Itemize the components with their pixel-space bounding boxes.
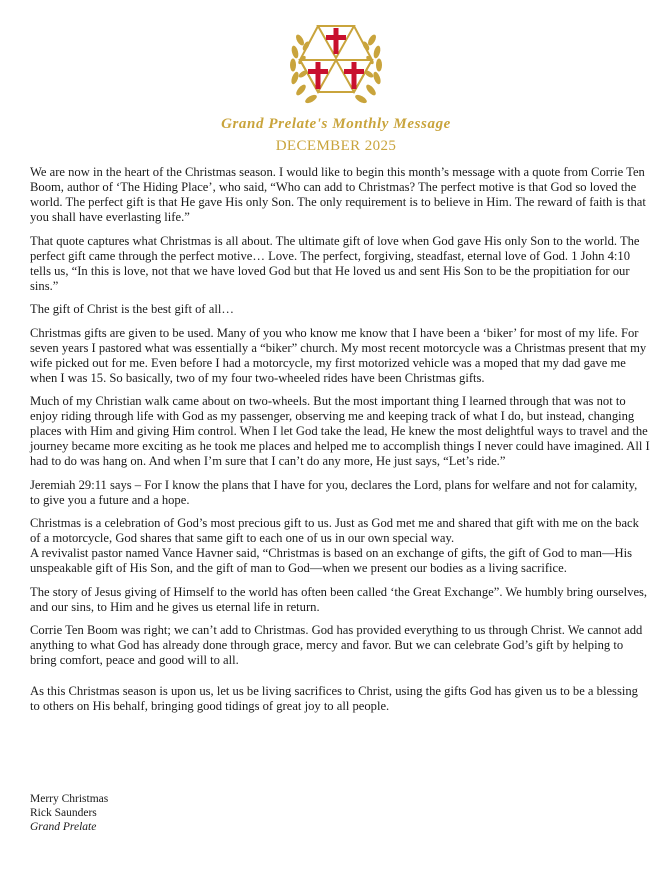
signature-role: Grand Prelate <box>30 821 97 833</box>
message-body <box>30 165 650 723</box>
paragraph: Christmas is a celebration of God’s most precious gift to us. Just as God met me and shared that gift with me on the back of a motorcycle, God shares that same gift to each one of us in our own special way. <box>30 516 639 545</box>
paragraph: Jeremiah 29:11 says – For I know the plans that I have for you, declares the Lord, plans for welfare and not for calamity, to give you a future and a hope. <box>30 477 638 507</box>
paragraph: Corrie Ten Boom was right; we can’t add to Christmas. God has provided everything to us through Christ. We cannot add anything to what God has already done through grace, mercy and favor. But we can celebrate God’s gift by helping to bring comfort, peace and good will to all. <box>30 623 643 667</box>
paragraph: The gift of Christ is the best gift of all… <box>30 302 234 316</box>
paragraph: That quote captures what Christmas is all about. The ultimate gift of love when God gave His only Son to the world. The perfect gift came through the perfect motive… Love. The perfect, forgiving, steadfast, eternal love of God. 1 John 4:10 tells us, “In this is love, not that we have loved God but that He loved us and sent His Son to be the propitiation for our sins.” <box>30 233 640 293</box>
message-title: Grand Prelate's Monthly Message <box>221 116 451 132</box>
paragraph: As this Christmas season is upon us, let us be living sacrifices to Christ, using the gifts God has given us to be a blessing to others on His behalf, bringing good tidings of great joy to all people. <box>30 684 638 713</box>
signature-closing: Merry Christmas <box>30 793 109 805</box>
triple-cross-laurel-emblem-icon <box>286 18 386 112</box>
paragraph: We are now in the heart of the Christmas season. I would like to begin this month’s message with a quote from Corrie Ten Boom, author of ‘The Hiding Place’, who said, “Who can add to Christmas? The perfect motive is that God so loved the world. The perfect gift is that He gave His only Son. The only requirement is to believe in Him. The reward of faith is that you shall have everlasting life.” <box>30 165 646 224</box>
paragraph: Christmas gifts are given to be used. Many of you who know me know that I have been a ‘biker’ for most of my life. For seven years I pastored what was essentially a “biker” church. My most recent motorcycle was a Christmas present that my wife picked out for me. Even before I had a motorcycle, my first motorized vehicle was a moped that my dad gave me when I was 15. So basically, two of my four two-wheeled rides have been Christmas gifts. <box>30 325 647 385</box>
paragraph: The story of Jesus giving of Himself to the world has often been called ‘the Great Exchange”. We humbly bring ourselves, and our sins, to Him and he gives us eternal life in return. <box>30 584 648 614</box>
paragraph: Much of my Christian walk came about on two-wheels. But the most important thing I learned through that was not to enjoy riding through life with God as my passenger, observing me and keeping track of what I do, but instead, changing places with Him and giving Him control. When I let God take the lead, He knew the most delightful ways to travel and the journey became more exciting as he took me places and helped me to accomplish things I never could have imagined. All I had to do was hang on. And when I’m sure that I can’t do any more, He just says, “Let’s ride.” <box>30 394 650 468</box>
paragraph: A revivalist pastor named Vance Havner said, “Christmas is based on an exchange of gifts, the gift of God to man—His unspeakable gift of His Son, and the gift of man to God—when we present our bodies as a living sacrifice. <box>30 546 633 575</box>
message-date: DECEMBER 2025 <box>275 138 397 154</box>
signature-block <box>30 792 108 834</box>
signature-name: Rick Saunders <box>30 807 97 819</box>
